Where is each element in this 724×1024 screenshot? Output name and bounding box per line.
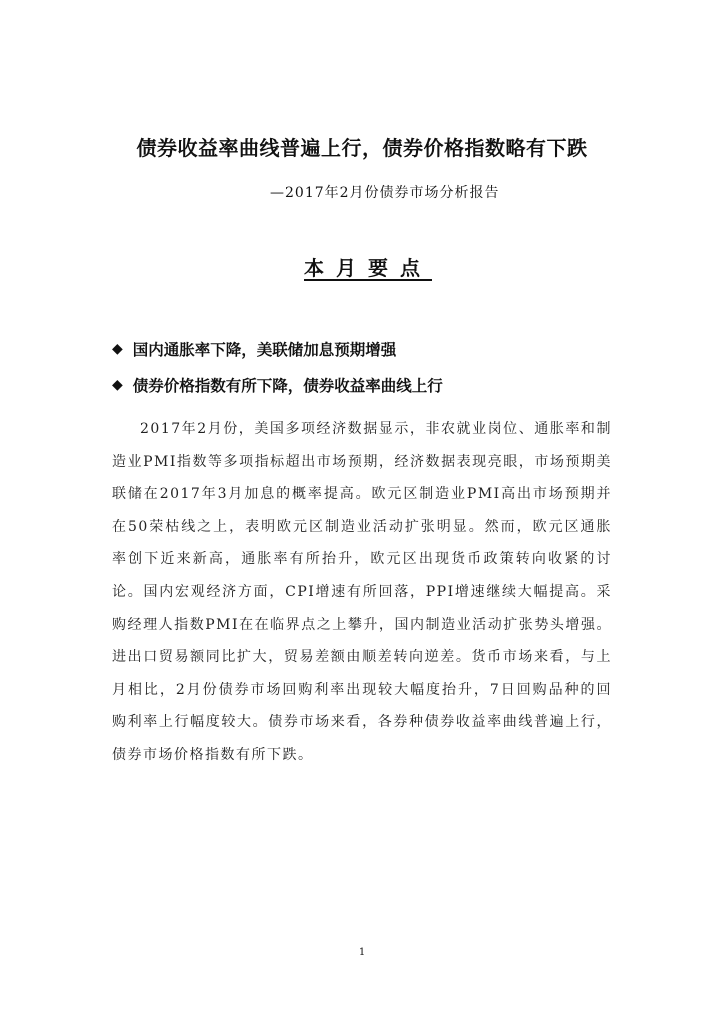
page-number: 1 [358, 947, 366, 958]
document-title: 债券收益率曲线普遍上行，债券价格指数略有下跌 [136, 136, 588, 160]
diamond-bullet-icon: ◆ [112, 341, 123, 357]
diamond-bullet-icon: ◆ [112, 377, 123, 393]
key-point-1-text: 国内通胀率下降，美联储加息预期增强 [132, 341, 397, 359]
document-subtitle: —2017年2月份债券市场分析报告 [270, 185, 500, 201]
body-paragraph: 2017年2月份，美国多项经济数据显示，非农就业岗位、通胀率和制造业PMI指数等多项指标超出市场预期，经济数据表现亮眼，市场预期美联储在2017年3月加息的概率提高。欧元区制造业PMI高出市场预期并在50荣枯线之上，表明欧元区制造业活动扩张明显。然而，欧元区通胀率创下近来新高，通胀率有所抬升，欧元区出现货币政策转向收紧的讨论。国内宏观经济方面，CPI增速有所回落，PPI增速继续大幅提高。采购经理人指数PMI在在临界点之上攀升，国内制造业活动扩张势头增强。进出口贸易额同比扩大，贸易差额由顺差转向逆差。货币市场来看，与上月相比，2月份债券市场回购利率出现较大幅度抬升，7日回购品种的回购利率上行幅度较大。债券市场来看，各券种债券收益率曲线普遍上行，债券市场价格指数有所下跌。 [112, 421, 612, 763]
section-heading-text: 本月要点 [304, 256, 432, 280]
key-point-2 [112, 374, 443, 396]
key-point-1 [112, 338, 396, 360]
section-heading [0, 252, 724, 281]
key-point-2-text: 债券价格指数有所下降，债券收益率曲线上行 [132, 377, 443, 395]
